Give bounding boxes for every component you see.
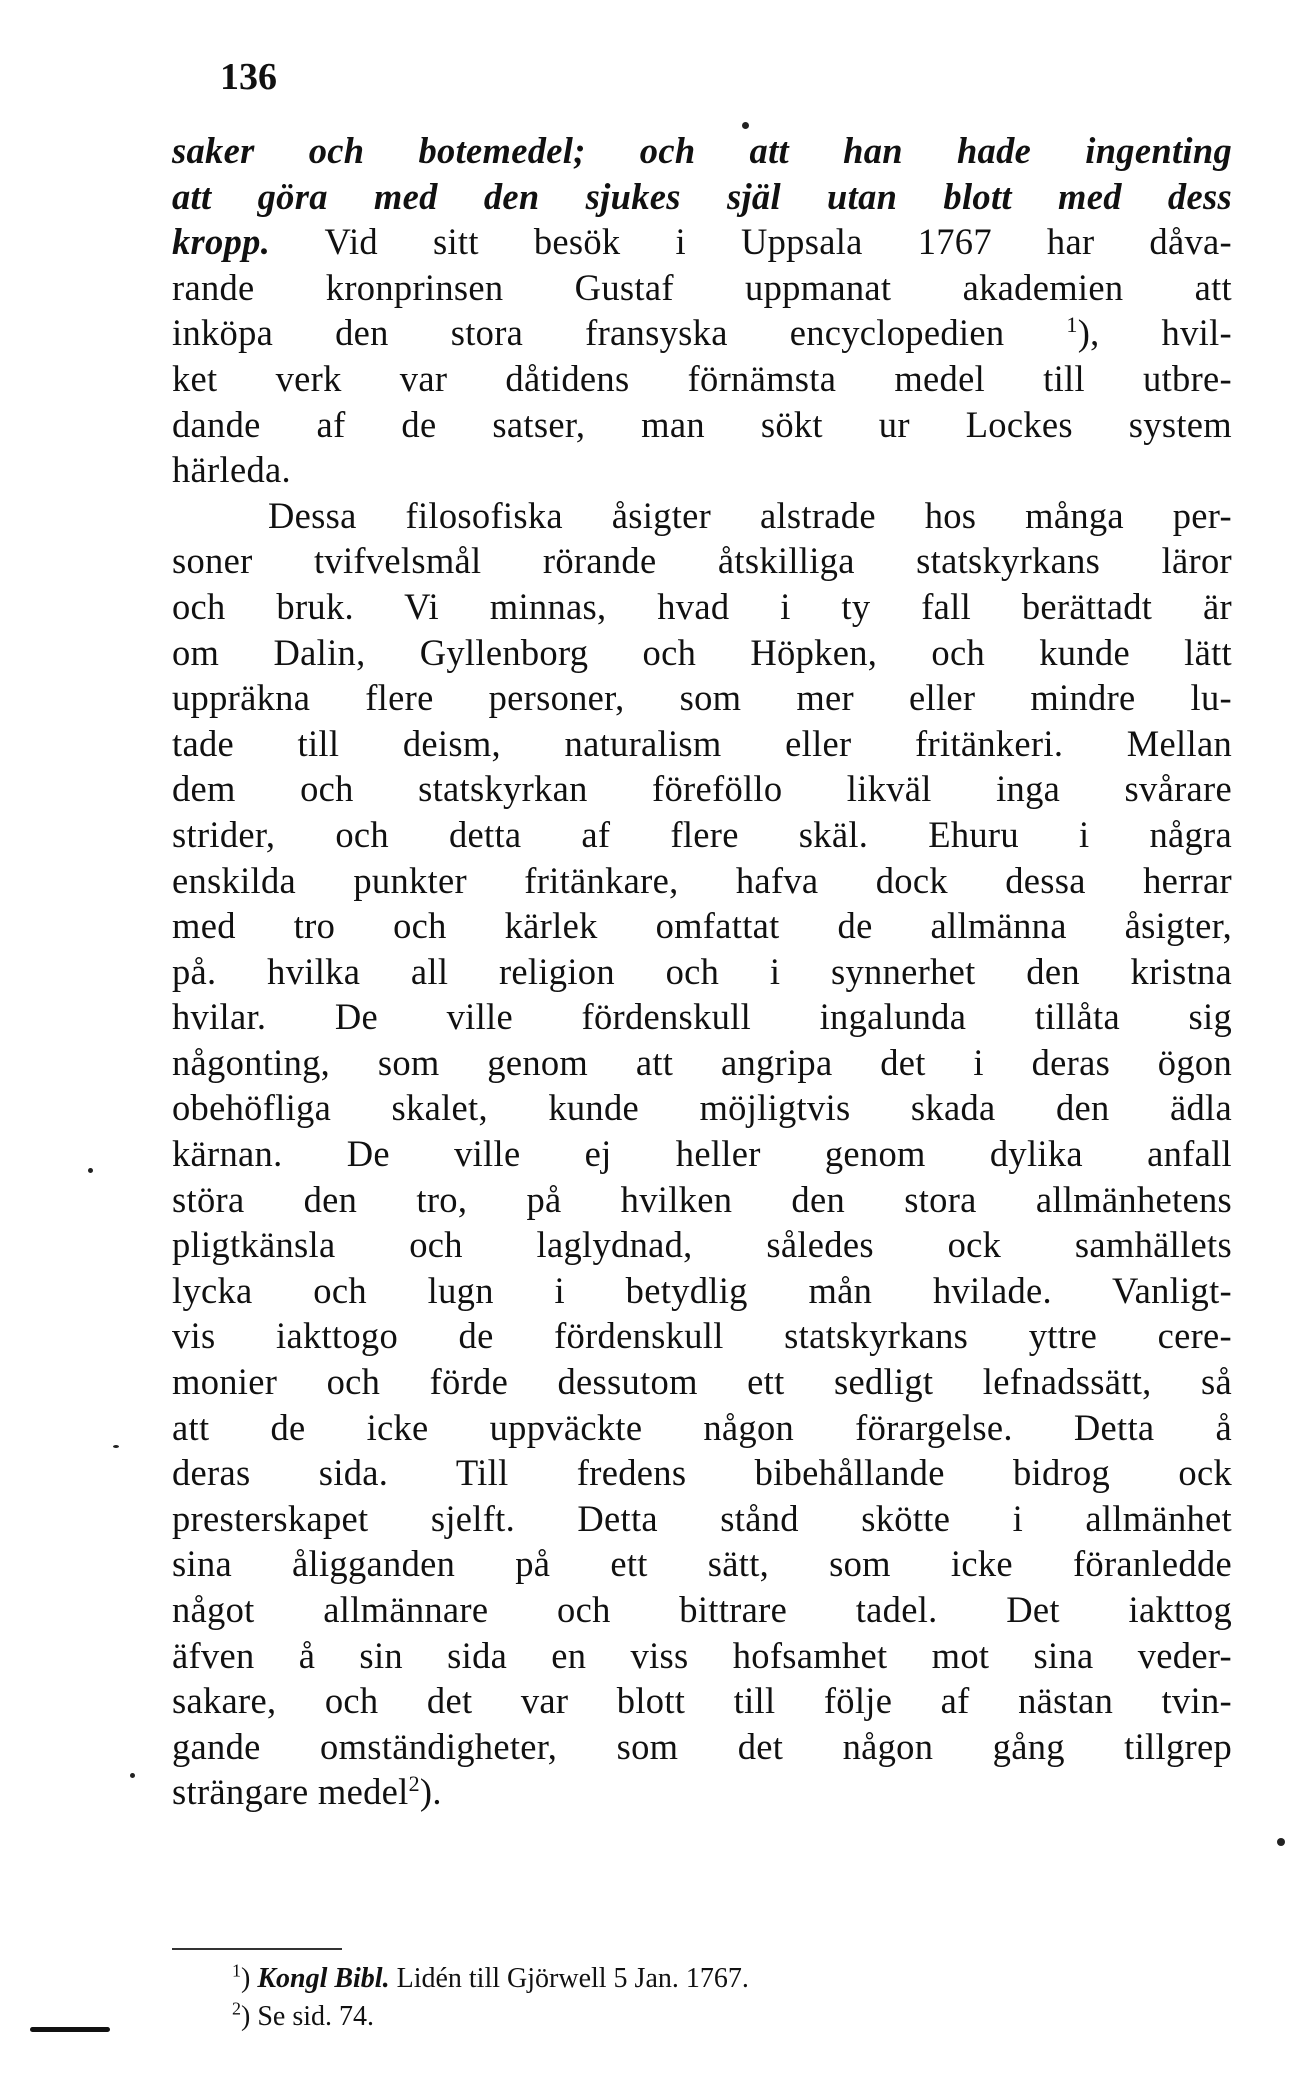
text-line: [172, 1085, 1232, 1131]
text-span: tade till deism, naturalism eller fritänkeri. Mellan: [172, 722, 1232, 764]
body-text: [172, 128, 1232, 1815]
footnotes: [232, 1960, 1132, 2036]
text-span: vis iakttogo de fördenskull statskyrkans yttre cere-: [172, 1315, 1232, 1357]
text-line: [172, 1313, 1232, 1359]
text-span: strängare medel: [172, 1771, 409, 1813]
text-line: [172, 1040, 1232, 1086]
text-span: deras sida. Till fredens bibehållande bidrog ock: [172, 1452, 1232, 1494]
text-line: [172, 493, 1232, 539]
text-span: hvilar. De ville fördenskull ingalunda tillåta sig: [172, 996, 1232, 1038]
text-line: [172, 265, 1232, 311]
text-span: monier och förde dessutom ett sedligt lefnadssätt, så: [172, 1361, 1232, 1403]
footnote-text: Lidén till Gjörwell 5 Jan. 1767.: [389, 1963, 749, 1994]
italic-text: att göra med den sjukes själ utan blott med dess: [172, 175, 1232, 217]
text-line: [172, 1769, 1232, 1815]
text-span: sina åligganden på ett sätt, som icke föranledde: [172, 1543, 1232, 1585]
text-line: [172, 1724, 1232, 1770]
text-line: [172, 1633, 1232, 1679]
text-line: [172, 1268, 1232, 1314]
footnote-reference: 2: [408, 1771, 420, 1797]
text-span: att de icke uppväckte någon förargelse. Detta å: [172, 1406, 1232, 1448]
text-line: [172, 1405, 1232, 1451]
text-line: [172, 1541, 1232, 1587]
footnote-text: ): [241, 1963, 258, 1994]
text-span: lycka och lugn i betydlig mån hvilade. Vanligt-: [172, 1269, 1232, 1311]
text-span: Vid sitt besök i Uppsala 1767 har dåva-: [270, 221, 1232, 263]
text-span: ).: [419, 1771, 442, 1813]
text-line: [172, 994, 1232, 1040]
scan-mark: [30, 2027, 110, 2032]
text-span: någonting, som genom att angripa det i deras ögon: [172, 1041, 1232, 1083]
text-line: [172, 1222, 1232, 1268]
footnote-mark: 2: [232, 1998, 241, 2019]
text-span: härleda.: [172, 449, 291, 491]
text-span: sakare, och det var blott till följe af nästan tvin-: [172, 1680, 1232, 1722]
ink-speck: [88, 1168, 93, 1173]
text-span: ), hvil-: [1077, 312, 1232, 354]
text-span: uppräkna flere personer, som mer eller mindre lu-: [172, 677, 1232, 719]
ink-speck: [130, 1773, 135, 1778]
text-span: på. hvilka all religion och i synnerhet den kristna: [172, 950, 1232, 992]
footnote-mark: 1: [232, 1960, 241, 1981]
text-line: [172, 675, 1232, 721]
text-line: [172, 1450, 1232, 1496]
text-line: [172, 858, 1232, 904]
text-span: dande af de satser, man sökt ur Lockes system: [172, 403, 1232, 445]
text-line: [172, 812, 1232, 858]
text-line: [172, 903, 1232, 949]
text-span: rande kronprinsen Gustaf uppmanat akademien att: [172, 266, 1232, 308]
text-line: [172, 630, 1232, 676]
text-line: [172, 356, 1232, 402]
text-span: soner tvifvelsmål rörande åtskilliga statskyrkans läror: [172, 540, 1232, 582]
text-span: gande omständigheter, som det någon gång tillgrep: [172, 1725, 1232, 1767]
footnote: [232, 1960, 1132, 1998]
ink-speck: [1277, 1838, 1285, 1846]
text-line: [172, 1678, 1232, 1724]
footnote-reference: 1: [1066, 312, 1078, 338]
text-span: något allmännare och bittrare tadel. Det iakttog: [172, 1589, 1232, 1630]
text-line: [172, 766, 1232, 812]
text-span: inköpa den stora fransyska encyclopedien: [172, 312, 1067, 354]
italic-text: saker och botemedel; och att han hade ingenting: [172, 130, 1232, 171]
text-line: [172, 219, 1232, 265]
text-line: [172, 538, 1232, 584]
text-line: [172, 721, 1232, 767]
text-line: [172, 174, 1232, 220]
footnote: [232, 1998, 1132, 2036]
footnote-rule: [172, 1948, 342, 1950]
text-span: kärnan. De ville ej heller genom dylika anfall: [172, 1133, 1232, 1175]
text-span: om Dalin, Gyllenborg och Höpken, och kunde lätt: [172, 631, 1232, 673]
text-line: [172, 1131, 1232, 1177]
text-line: [172, 402, 1232, 448]
text-line: [172, 1177, 1232, 1223]
text-span: strider, och detta af flere skäl. Ehuru i några: [172, 813, 1232, 855]
text-span: äfven å sin sida en viss hofsamhet mot sina veder-: [172, 1634, 1232, 1676]
italic-text: kropp.: [172, 221, 271, 263]
text-span: obehöfliga skalet, kunde möjligtvis skada den ädla: [172, 1087, 1232, 1129]
text-span: presterskapet sjelft. Detta stånd skötte i allmänhet: [172, 1497, 1232, 1539]
text-span: störa den tro, på hvilken den stora allmänhetens: [172, 1178, 1232, 1220]
text-line: [172, 447, 1232, 493]
text-line: [172, 310, 1232, 356]
text-line: [172, 1587, 1232, 1633]
text-line: [172, 949, 1232, 995]
page-number: 136: [220, 56, 277, 98]
footnote-text: ) Se sid. 74.: [241, 2001, 374, 2032]
text-line: [172, 1496, 1232, 1542]
text-line: [172, 584, 1232, 630]
ink-speck: [113, 1445, 119, 1448]
citation-title: Kongl Bibl.: [257, 1963, 390, 1994]
text-span: Dessa filosofiska åsigter alstrade hos många per-: [268, 494, 1232, 536]
text-span: ket verk var dåtidens förnämsta medel till utbre-: [172, 357, 1232, 399]
text-line: [172, 128, 1232, 174]
text-span: enskilda punkter fritänkare, hafva dock dessa herrar: [172, 859, 1232, 901]
text-span: med tro och kärlek omfattat de allmänna åsigter,: [172, 905, 1232, 947]
text-line: [172, 1359, 1232, 1405]
text-span: pligtkänsla och laglydnad, således ock samhällets: [172, 1224, 1232, 1266]
text-span: och bruk. Vi minnas, hvad i ty fall berättadt är: [172, 585, 1232, 627]
text-span: dem och statskyrkan föreföllo likväl inga svårare: [172, 768, 1232, 810]
